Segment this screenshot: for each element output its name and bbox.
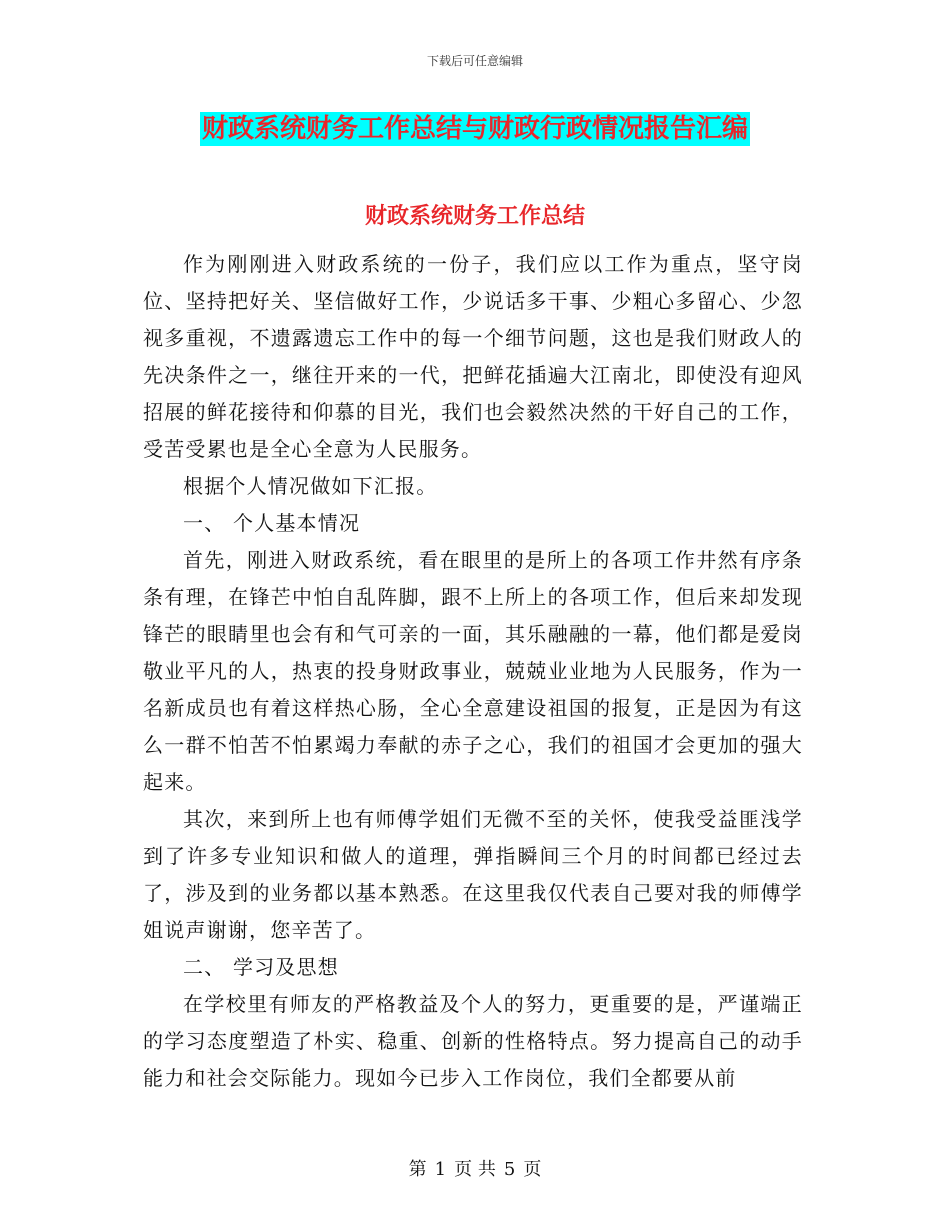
heading-study-thought: 二、 学习及思想 xyxy=(183,955,339,979)
paragraph-first: 首先，刚进入财政系统，看在眼里的是所上的各项工作井然有序条条有理，在锋芒中怕自乱阵脚，跟不上所上的各项工作，但后来却发现锋芒的眼睛里也会有和气可亲的一面，其乐融融的一幕，他们都是爱岗敬业平凡的人，热衷的投身财政事业，兢兢业业地为人民服务，作为一名新成员也有着这样热心肠，全心全意建设祖国的报复，正是因为有这么一群不怕苦不怕累竭力奉献的赤子之心，我们的祖国才会更加的强大起来。 xyxy=(143,548,803,794)
paragraph-report-lead: 根据个人情况做如下汇报。 xyxy=(183,474,438,498)
footer-total-pages: 5 xyxy=(503,1159,516,1180)
footer-suffix: 页 xyxy=(523,1159,542,1180)
document-body xyxy=(143,246,803,1097)
heading-personal-situation: 一、 个人基本情况 xyxy=(183,511,361,535)
document-main-title: 财政系统财务工作总结与财政行政情况报告汇编 xyxy=(201,114,748,144)
footer-prefix: 第 xyxy=(408,1159,427,1180)
footer-middle: 页 共 xyxy=(454,1159,496,1180)
paragraph-intro: 作为刚刚进入财政系统的一份子，我们应以工作为重点，坚守岗位、坚持把好关、坚信做好工作，少说话多干事、少粗心多留心、少忽视多重视，不遗露遗忘工作中的每一个细节问题，这也是我们财政人的先决条件之一，继往开来的一代，把鲜花插遍大江南北，即使没有迎风招展的鲜花接待和仰慕的目光，我们也会毅然决然的干好自己的工作，受苦受累也是全心全意为人民服务。 xyxy=(143,252,803,461)
paragraph-second: 其次，来到所上也有师傅学姐们无微不至的关怀，使我受益匪浅学到了许多专业知识和做人的道理，弹指瞬间三个月的时间都已经过去了，涉及到的业务都以基本熟悉。在这里我仅代表自己要对我的师傅学姐说声谢谢，您辛苦了。 xyxy=(143,807,803,942)
section-title: 财政系统财务工作总结 xyxy=(364,204,585,229)
page-footer xyxy=(0,1155,950,1181)
footer-page-number: 1 xyxy=(434,1159,447,1180)
main-title-container xyxy=(0,112,950,146)
page-header-note: 下载后可任意编辑 xyxy=(426,54,523,68)
paragraph-study: 在学校里有师友的严格教益及个人的努力，更重要的是，严谨端正的学习态度塑造了朴实、稳重、创新的性格特点。努力提高自己的动手能力和社会交际能力。现如今已步入工作岗位，我们全都要从前 xyxy=(143,992,803,1090)
